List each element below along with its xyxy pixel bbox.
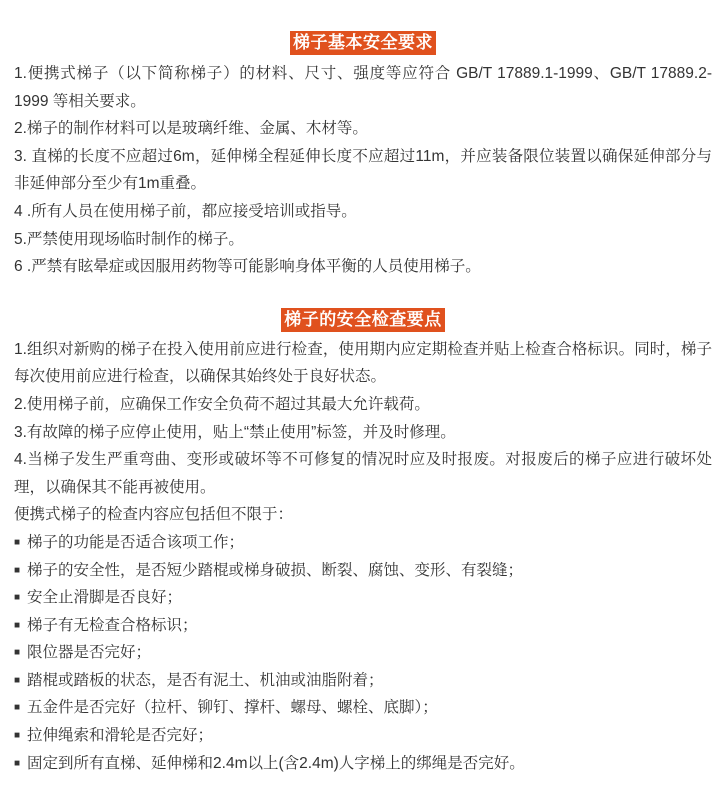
bullet-square-icon: ■ xyxy=(14,757,21,769)
list-item-text: 拉伸绳索和滑轮是否完好； xyxy=(27,727,214,745)
paragraph-basic-3: 3. 直梯的长度不应超过6m，延伸梯全程延伸长度不应超过11m，并应装备限位装置以确保延伸部分与非延伸部分至少有1m重叠。 xyxy=(14,147,712,193)
bullet-square-icon: ■ xyxy=(14,702,21,714)
paragraph-inspect-1: 1.组织对新购的梯子在投入使用前应进行检查，使用期内应定期检查并贴上检查合格标识。同时，梯子每次使用前应进行检查，以确保其始终处于良好状态。 xyxy=(14,340,712,386)
list-item xyxy=(14,667,712,695)
bullet-square-icon: ■ xyxy=(14,647,21,659)
list-item xyxy=(14,722,712,750)
paragraph-basic-2: 2.梯子的制作材料可以是玻璃纤维、金属、木材等。 xyxy=(14,120,368,138)
bullet-square-icon: ■ xyxy=(14,730,21,742)
list-item-text: 固定到所有直梯、延伸梯和2.4m以上(含2.4m)人字梯上的绑绳是否完好。 xyxy=(27,754,525,772)
paragraph-basic-4: 4 .所有人员在使用梯子前，都应接受培训或指导。 xyxy=(14,202,357,220)
bullet-square-icon: ■ xyxy=(14,674,21,686)
bullet-square-icon: ■ xyxy=(14,619,21,631)
paragraph-basic-5: 5.严禁使用现场临时制作的梯子。 xyxy=(14,230,244,248)
section-title-inspection: 梯子的安全检查要点 xyxy=(281,308,445,332)
list-item xyxy=(14,694,712,722)
section-title-basic-safety: 梯子基本安全要求 xyxy=(290,31,436,55)
paragraph-inspect-2: 2.使用梯子前，应确保工作安全负荷不超过其最大允许载荷。 xyxy=(14,395,430,413)
section-header-row xyxy=(14,308,712,332)
list-item-text: 限位器是否完好； xyxy=(27,644,152,662)
checklist xyxy=(14,529,712,777)
bullet-square-icon: ■ xyxy=(14,564,21,576)
list-item xyxy=(14,584,712,612)
list-item-text: 安全止滑脚是否良好； xyxy=(27,589,183,607)
list-item xyxy=(14,529,712,557)
list-item xyxy=(14,750,712,778)
list-item xyxy=(14,612,712,640)
paragraph-basic-1: 1.便携式梯子（以下简称梯子）的材料、尺寸、强度等应符合 GB/T 17889.1-1999、GB/T 17889.2-1999 等相关要求。 xyxy=(14,65,712,110)
list-item-text: 踏棍或踏板的状态，是否有泥土、机油或油脂附着； xyxy=(27,671,384,689)
list-item-text: 梯子有无检查合格标识； xyxy=(27,616,198,634)
list-item-text: 梯子的安全性，是否短少踏棍或梯身破损、断裂、腐蚀、变形、有裂缝； xyxy=(27,561,524,579)
paragraph-inspect-3: 3.有故障的梯子应停止使用，贴上“禁止使用”标签，并及时修理。 xyxy=(14,423,456,441)
list-item xyxy=(14,557,712,585)
checklist-intro: 便携式梯子的检查内容应包括但不限于： xyxy=(14,506,294,524)
list-item xyxy=(14,639,712,667)
paragraph-inspect-4: 4.当梯子发生严重弯曲、变形或破坏等不可修复的情况时应及时报废。对报废后的梯子应进行破坏处理，以确保其不能再被使用。 xyxy=(14,451,712,496)
bullet-square-icon: ■ xyxy=(14,536,21,548)
paragraph-basic-6: 6 .严禁有眩晕症或因服用药物等可能影响身体平衡的人员使用梯子。 xyxy=(14,258,481,276)
list-item-text: 五金件是否完好（拉杆、铆钉、撑杆、螺母、螺栓、底脚）； xyxy=(27,699,438,717)
section-header-row xyxy=(14,31,712,55)
bullet-square-icon: ■ xyxy=(14,592,21,604)
list-item-text: 梯子的功能是否适合该项工作； xyxy=(27,533,245,551)
